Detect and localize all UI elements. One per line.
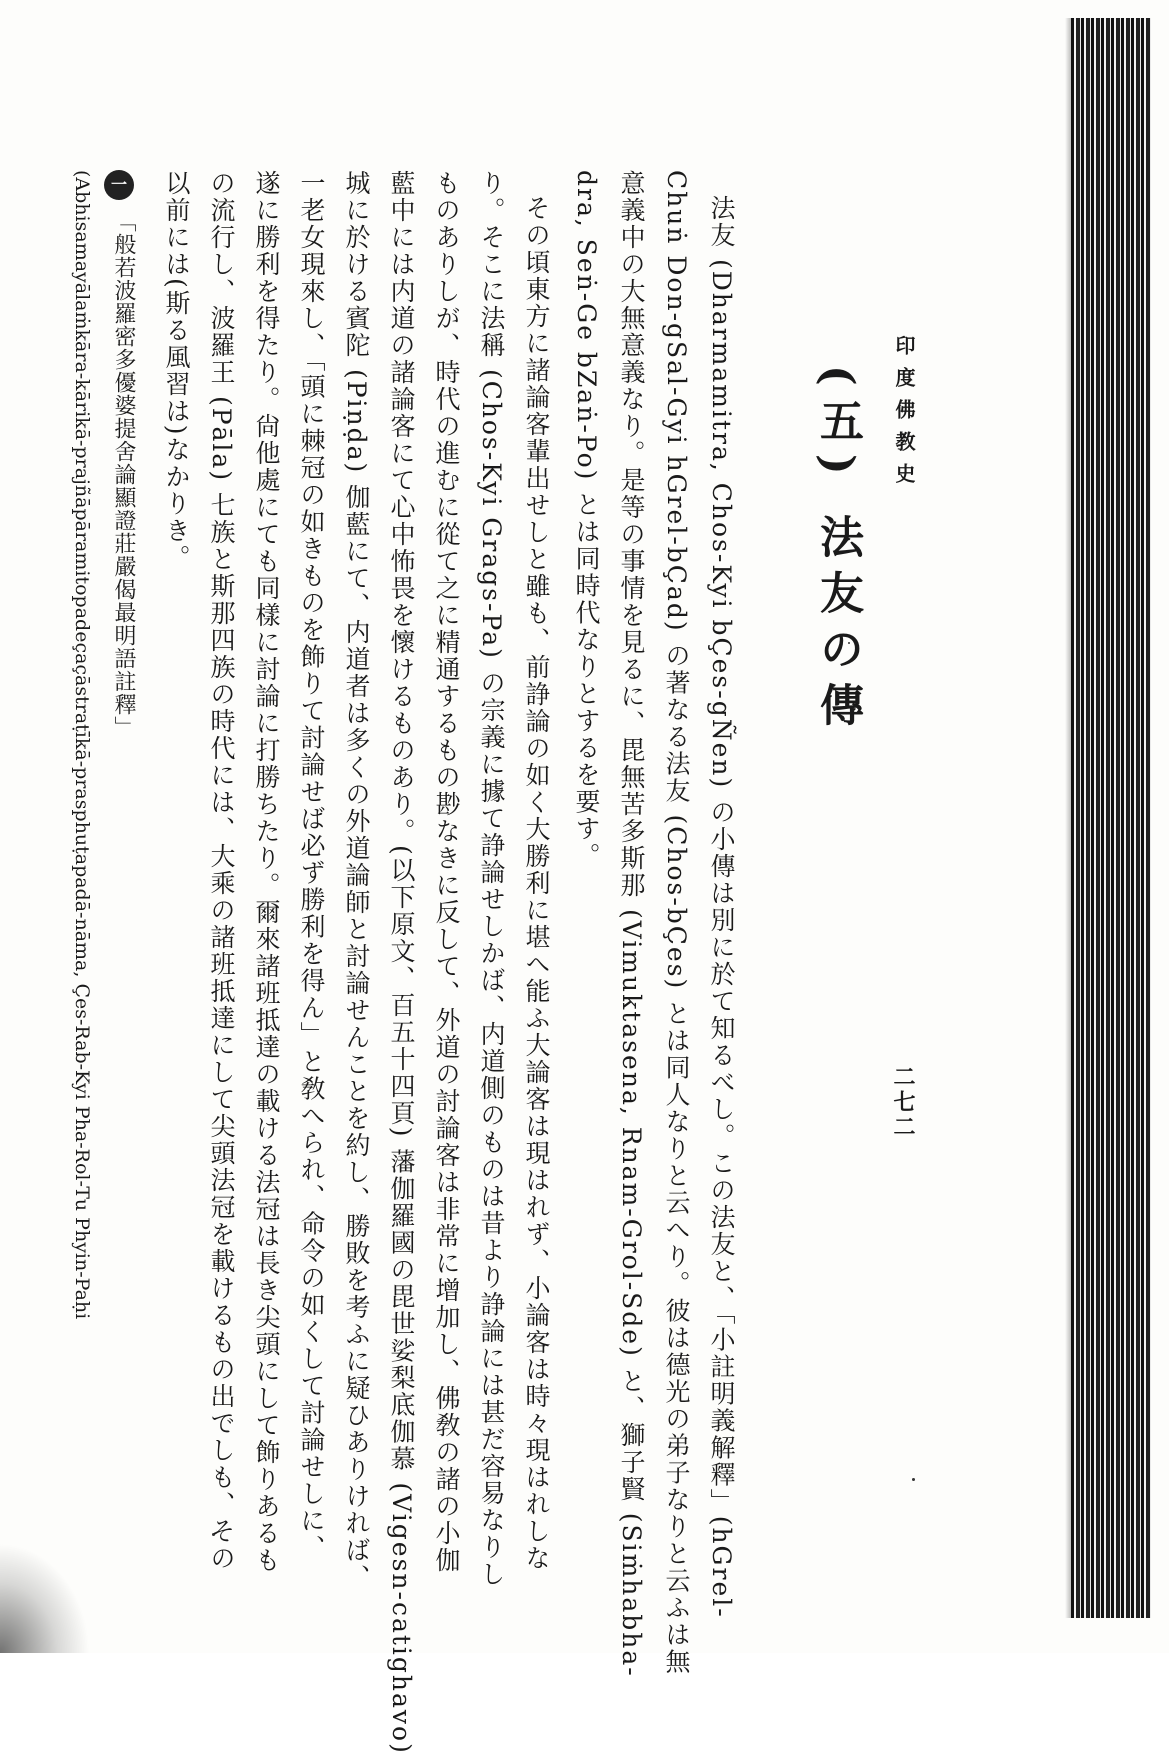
body-line: 一老女現來し、「頭に棘冠の如きものを飾りて討論せば必ず勝利を得ん」と敎へられ、命令の如くして討論せしに、 xyxy=(297,170,326,1562)
book-binding-edge xyxy=(1071,18,1151,1618)
scan-corner-shadow xyxy=(0,1543,90,1653)
page-number: 二七二 xyxy=(890,1065,916,1140)
body-line: 以前には(斯る風習は)なかりき。 xyxy=(162,170,191,572)
binding-shadow xyxy=(1065,18,1071,1618)
body-line: 城に於ける賓陀 (Piṇḍa) 伽藍にて、内道者は多くの外道論師と討論せんことを約し、勝敗を考ふに疑ひありければ、 xyxy=(342,170,371,1592)
section-heading: (五) 法友の傳 xyxy=(812,365,863,738)
scan-speck xyxy=(912,1478,915,1481)
body-line: 藍中には内道の諸論客にて心中怖畏を懷けるものあり。(以下原文、百五十四頁) 藩伽羅國の毘世娑梨底伽慕 (Vigesn-catighavo) xyxy=(387,170,416,1755)
body-line: 意義中の大無意義なり。是等の事情を見るに、毘無苦多斯那 (Vimuktasena, Rnam-Grol-Sde) と、獅子賢 (Siṁhabha- xyxy=(617,170,646,1678)
running-head: 印度佛教史 xyxy=(892,335,916,495)
footnote-line: 「般若波羅密多優婆提舍論顯證莊嚴偈最明語註釋」 xyxy=(111,210,136,739)
footnote-marker: 一 xyxy=(104,170,134,200)
body-line: ものありしが、時代の進むに從て之に精通するもの尠なきに反して、外道の討論客は非常に增加し、佛敎の諸の小伽 xyxy=(432,170,461,1574)
body-line: Chuṅ Don-gSal-Gyi hGrel-bÇad) の著なる法友 (Chos-bÇes) とは同人なりと云へり。彼は德光の弟子なりと云ふは無 xyxy=(662,170,691,1676)
body-line: り。そこに法稱 (Chos-Kyi Grags-Pa) の宗義に據て諍論せしかば、内道側のものは昔より諍論には甚だ容易なりし xyxy=(477,170,506,1588)
body-line: の流行し、波羅王 (Pāla) 七族と斯那四族の時代には、大乘の諸班抵達にして尖頭法冠を載けるもの出でしも、その xyxy=(207,170,236,1573)
body-line: dra, Seṅ-Ge bZaṅ-Po) とは同時代なりとするを要す。 xyxy=(572,170,601,870)
body-line: 法友 (Dharmamitra, Chos-Kyi bÇes-gÑen) の小傳は別に於て知るべし。この法友と、「小註明義解釋」(hGrel- xyxy=(707,195,736,1619)
footnote-line: (Abhisamayālaṁkāra-kārikā-prajñāpāramitopadeçaçāstraṭīkā-prasphuṭapadā-nāma, Çes-Rab-Kyi Pha-Rol-Tu Phyin-Paḥi xyxy=(71,170,93,1320)
body-line: 遂に勝利を得たり。尙他處にても同樣に討論に打勝ちたり。爾來諸班抵達の載ける法冠は長き尖頭にして飾りあるも xyxy=(252,170,281,1574)
body-line: その頃東方に諸論客輩出せしと雖も、前諍論の如く大勝利に堪へ能ふ大論客は現はれず、小論客は時々現はれしな xyxy=(522,195,551,1572)
